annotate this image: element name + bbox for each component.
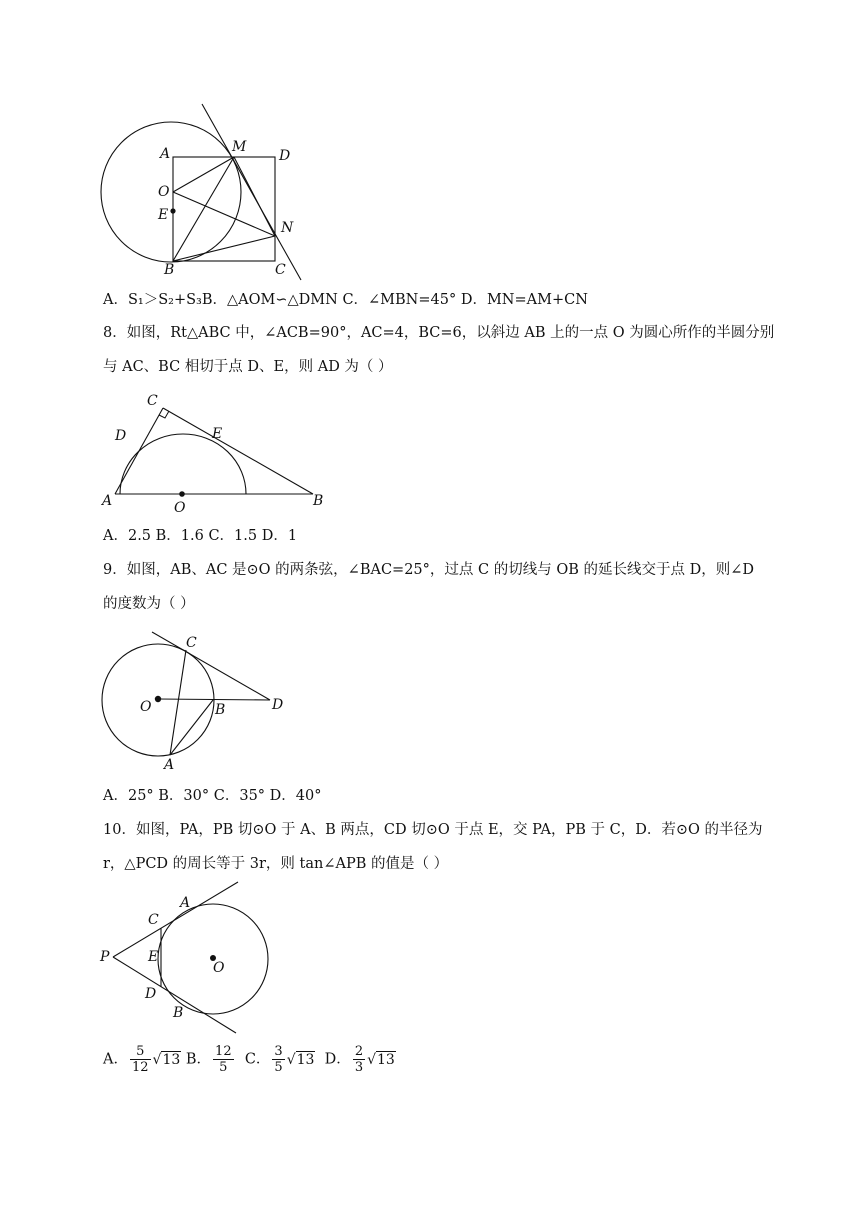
q10-option-c-fraction [272, 1044, 284, 1075]
q7-label-o: O [158, 184, 170, 200]
q9-label-a: A [164, 757, 175, 773]
q8-center-o [179, 491, 185, 497]
q7-tangent-line [202, 104, 301, 280]
q8-figure [95, 388, 335, 518]
q10-option-c-label: C． [244, 1051, 271, 1068]
q10-option-b-fraction [213, 1044, 234, 1075]
q10-label-e: E [148, 949, 159, 965]
q10-option-d-num: 2 [354, 1044, 364, 1059]
q10-tangent-pa [113, 882, 238, 957]
q10-label-o: O [213, 960, 225, 976]
q10-label-a: A [180, 895, 191, 911]
q7-options: A．S₁＞S₂+S₃B．△AOM∽△DMN C．∠MBN=45° D．MN=AM+CN [103, 292, 588, 308]
q8-options: A．2.5 B．1.6 C．1.5 D．1 [103, 528, 298, 544]
q7-label-c: C [275, 262, 286, 278]
q10-option-b-den: 5 [219, 1060, 228, 1075]
q8-stem-line2: 与 AC、BC 相切于点 D、E，则 AD 为（ ） [103, 359, 393, 375]
q10-option-d-sqrt: √13 [367, 1051, 395, 1068]
q10-option-d-radicand: 13 [377, 1051, 395, 1068]
q10-option-b-label: B． [185, 1051, 212, 1068]
q10-label-b: B [173, 1005, 184, 1021]
q10-option-d-den: 3 [354, 1060, 364, 1075]
q7-label-e: E [158, 207, 169, 223]
q9-stem-line1: 9．如图，AB、AC 是⊙O 的两条弦，∠BAC=25°，过点 C 的切线与 OB 的延长线交于点 D，则∠D [103, 562, 754, 578]
q10-option-b-num: 12 [215, 1044, 232, 1059]
q10-label-d: D [145, 986, 157, 1002]
q9-label-c: C [186, 635, 197, 651]
q10-option-a-num: 5 [130, 1044, 151, 1060]
q9-center-o [155, 696, 161, 702]
q10-options [103, 1044, 396, 1075]
q9-tangent-line [152, 632, 270, 700]
q7-label-d: D [279, 148, 291, 164]
q10-option-a-radicand: 13 [162, 1051, 181, 1068]
q7-label-a: A [160, 146, 171, 162]
q7-label-n: N [281, 220, 294, 236]
q9-label-o: O [140, 699, 152, 715]
q10-option-c-sqrt: √13 [286, 1051, 315, 1068]
q10-option-c-den: 5 [274, 1060, 283, 1075]
q10-option-a-label: A． [103, 1051, 128, 1068]
q10-stem-line2: r，△PCD 的周长等于 3r，则 tan∠APB 的值是（ ） [103, 856, 449, 872]
q9-stem-line2: 的度数为（ ） [103, 596, 195, 612]
q9-figure [95, 625, 295, 775]
q10-option-a-fraction [130, 1044, 151, 1075]
q10-stem-line1: 10．如图，PA，PB 切⊙O 于 A、B 两点，CD 切⊙O 于点 E，交 PA，PB 于 C，D．若⊙O 的半径为 [103, 822, 763, 838]
q8-label-d: D [115, 428, 127, 444]
q10-figure [95, 876, 285, 1041]
q7-figure [95, 100, 315, 290]
q8-stem-line1: 8．如图，Rt△ABC 中，∠ACB=90°，AC=4，BC=6，以斜边 AB 上的一点 O 为圆心所作的半圆分别 [103, 325, 775, 341]
q9-ob-extension [158, 699, 270, 700]
q7-circle [101, 122, 241, 262]
q10-option-c-num: 3 [274, 1044, 283, 1059]
q10-label-c: C [148, 912, 159, 928]
q8-label-a: A [102, 493, 113, 509]
q8-label-c: C [147, 393, 158, 409]
q8-label-b: B [313, 493, 324, 509]
q7-square [173, 157, 275, 261]
q7-point-e [170, 208, 175, 213]
q8-label-e: E [212, 426, 223, 442]
q10-option-a-den: 12 [131, 1060, 149, 1075]
q9-label-d: D [272, 697, 284, 713]
q10-option-d-label: D． [324, 1051, 351, 1068]
q7-label-b: B [164, 262, 175, 278]
q10-option-c-radicand: 13 [296, 1051, 315, 1068]
q8-label-o: O [174, 500, 186, 516]
q8-semicircle [120, 434, 246, 494]
q9-label-b: B [215, 702, 226, 718]
q10-option-a-sqrt: √13 [152, 1051, 181, 1068]
q10-option-d-fraction [353, 1044, 365, 1075]
q9-options: A．25° B．30° C．35° D．40° [103, 788, 322, 804]
q7-label-m: M [232, 139, 247, 155]
q10-label-p: P [100, 949, 110, 965]
